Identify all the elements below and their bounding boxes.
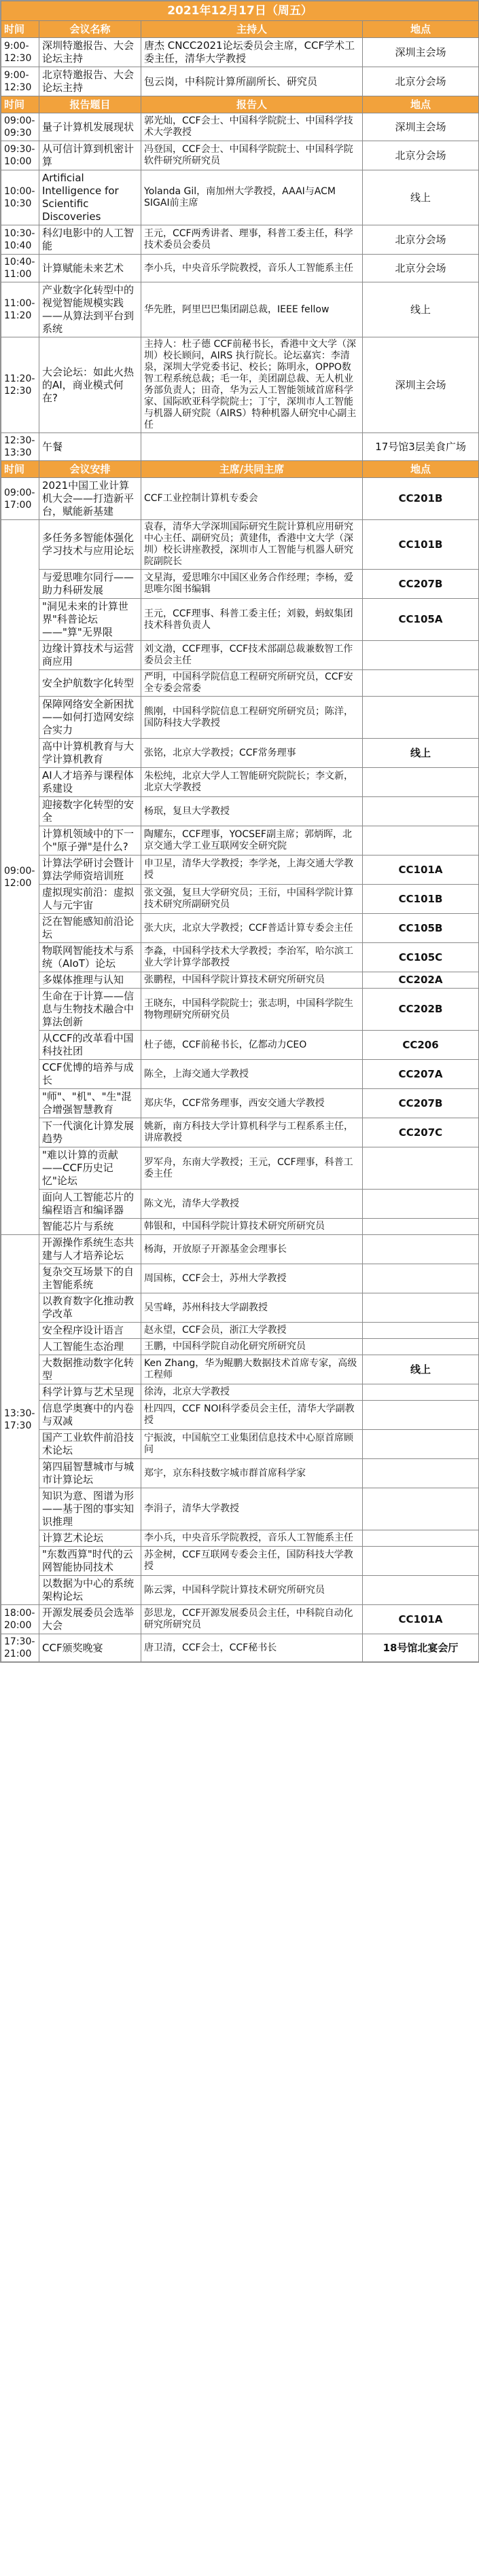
event-chair: 文星海，爱思唯尔中国区业务合作经理；李杨，爱思唯尔图书编辑	[141, 570, 363, 599]
event-chair: 陈文光，清华大学教授	[141, 1190, 363, 1219]
time-cell: 09:00-09:30	[1, 113, 39, 141]
table-row	[1, 1060, 479, 1089]
event-location	[363, 1147, 479, 1190]
event-location: CC105A	[363, 599, 479, 641]
time-cell: 10:00-10:30	[1, 170, 39, 225]
time-cell: 18:00-20:00	[1, 1605, 39, 1634]
event-name: 大数据推动数字化转型	[39, 1355, 141, 1384]
event-location: CC101B	[363, 885, 479, 914]
time-cell: 9:00-12:30	[1, 67, 39, 96]
event-chair: 王元，CCF理事、科普工委主任；刘毅，蚂蚁集团技术科普负责人	[141, 599, 363, 641]
event-chair: Ken Zhang，华为鲲鹏大数据技术首席专家，高级工程师	[141, 1355, 363, 1384]
report-location: 17号馆3层美食广场	[363, 433, 479, 461]
event-chair: 袁春，清华大学深圳国际研究生院计算机应用研究中心主任、副研究员；黄建伟，香港中文大学（深圳）校长讲座教授，深圳市人工智能与机器人研究院副院长	[141, 520, 363, 570]
event-name: 开源发展委员会选举大会	[39, 1605, 141, 1634]
event-location	[363, 1576, 479, 1605]
table-row	[1, 570, 479, 599]
table-row	[1, 1339, 479, 1355]
table-row	[1, 739, 479, 768]
section1-header	[1, 21, 479, 38]
table-row	[1, 599, 479, 641]
event-chair: 陈云霁，中国科学院计算技术研究所研究员	[141, 1576, 363, 1605]
event-chair: 王鹏，中国科学院自动化研究所研究员	[141, 1339, 363, 1355]
event-location: CC105B	[363, 914, 479, 943]
event-chair: 申卫星，清华大学教授；李学尧，上海交通大学教授	[141, 855, 363, 885]
table-row	[1, 225, 479, 255]
event-name: 多媒体推理与认知	[39, 972, 141, 989]
table-row	[1, 989, 479, 1031]
time-cell: 10:40-11:00	[1, 255, 39, 282]
time-cell: 17:30-21:00	[1, 1634, 39, 1662]
schedule-table	[1, 1, 479, 1662]
time-cell: 11:00-11:20	[1, 282, 39, 337]
table-row	[1, 282, 479, 337]
report-topic: 大会论坛：如此火热的AI，商业模式何在?	[39, 337, 141, 433]
table-row	[1, 1089, 479, 1118]
event-chair: CCF工业控制计算机专委会	[141, 478, 363, 520]
event-location	[363, 641, 479, 670]
header-time: 时间	[1, 461, 39, 478]
event-name: 与爱思唯尔同行——助力科研发展	[39, 570, 141, 599]
table-row	[1, 885, 479, 914]
header-arrangement: 会议安排	[39, 461, 141, 478]
report-speaker: 冯登国，CCF会士、中国科学院院士、中国科学院软件研究所研究员	[141, 141, 363, 170]
event-name: 计算机领域中的下一个"原子弹"是什么?	[39, 826, 141, 855]
event-chair: 周国栋，CCF会士，苏州大学教授	[141, 1264, 363, 1293]
event-chair: 朱松纯，北京大学人工智能研究院院长；李文新，北京大学教授	[141, 768, 363, 797]
event-location	[363, 670, 479, 697]
section1-body	[1, 38, 479, 96]
event-name: 迎接数字化转型的安全	[39, 797, 141, 826]
event-chair: 宁振波，中国航空工业集团信息技术中心原首席顾问	[141, 1430, 363, 1459]
header-time: 时间	[1, 21, 39, 38]
event-location	[363, 1530, 479, 1547]
time-cell: 09:30-10:00	[1, 141, 39, 170]
event-name: 人工智能生态治理	[39, 1339, 141, 1355]
table-row	[1, 255, 479, 282]
time-cell: 10:30-10:40	[1, 225, 39, 255]
table-row	[1, 972, 479, 989]
table-row	[1, 1235, 479, 1264]
event-chair: 杨珉，复旦大学教授	[141, 797, 363, 826]
event-location	[363, 1219, 479, 1235]
event-location: CC101A	[363, 1605, 479, 1634]
event-chair: 赵永望，CCF会员，浙江大学教授	[141, 1323, 363, 1339]
table-row	[1, 67, 479, 96]
event-chair: 李涓子，清华大学教授	[141, 1488, 363, 1530]
event-chair: 杜四四，CCF NOI科学委员会主任，清华大学副教授	[141, 1401, 363, 1430]
event-chair: 唐卫清，CCF会士，CCF秘书长	[141, 1634, 363, 1662]
table-row	[1, 641, 479, 670]
event-name: 知识为意、图谱为形——基于图的事实知识推理	[39, 1488, 141, 1530]
report-location: 北京分会场	[363, 255, 479, 282]
report-location: 北京分会场	[363, 225, 479, 255]
table-row	[1, 797, 479, 826]
event-name: 复杂交互场景下的自主智能系统	[39, 1264, 141, 1293]
table-row	[1, 1384, 479, 1401]
event-name: 智能芯片与系统	[39, 1219, 141, 1235]
event-name: "东数西算"时代的云网智能协同技术	[39, 1547, 141, 1576]
event-location: CC207B	[363, 1089, 479, 1118]
event-location: CC207B	[363, 570, 479, 599]
table-row	[1, 914, 479, 943]
event-name: 第四届智慧城市与城市计算论坛	[39, 1459, 141, 1488]
header-time: 时间	[1, 96, 39, 113]
event-name: 多任务多智能体强化学习技术与应用论坛	[39, 520, 141, 570]
event-location	[363, 797, 479, 826]
table-row	[1, 1293, 479, 1323]
session-name: 深圳特邀报告、大会论坛主持	[39, 38, 141, 67]
event-chair: 严明，中国科学院信息工程研究所研究员，CCF安全专委会常委	[141, 670, 363, 697]
event-location: 线上	[363, 1355, 479, 1384]
date-title-row	[1, 1, 479, 21]
session-host: 唐杰 CNCC2021论坛委员会主席，CCF学术工委主任，清华大学教授	[141, 38, 363, 67]
event-location: CC202A	[363, 972, 479, 989]
event-chair: 姚新，南方科技大学计算机科学与工程系系主任，讲席教授	[141, 1118, 363, 1147]
table-row	[1, 1401, 479, 1430]
event-chair: 张鹏程，中国科学院计算技术研究所研究员	[141, 972, 363, 989]
event-location	[363, 1190, 479, 1219]
time-cell: 12:30-13:30	[1, 433, 39, 461]
time-cell: 09:00-12:00	[1, 520, 39, 1235]
report-speaker: 王元，CCF两秀讲者、理事，科普工委主任，科学技术委员会委员	[141, 225, 363, 255]
report-speaker: 主持人：杜子德 CCF前秘书长，香港中文大学（深圳）校长顾问，AIRS 执行院长。论坛嘉宾：李清泉，深圳大学党委书记、校长；陈明永，OPPO数智工程系统总裁；毛一年，美团副总裁、无人机业务部负责人；田奇，华为云人工智能领域首席科学家、国际欧亚科学院院士；丁宁，深圳市人工智能与机器人研究院（AIRS）特种机器人研究中心副主任	[141, 337, 363, 433]
event-chair: 刘文渤，CCF理事，CCF技术部副总裁兼数智工作委员会主任	[141, 641, 363, 670]
report-speaker: 李小兵，中央音乐学院教授，音乐人工智能系主任	[141, 255, 363, 282]
report-speaker: Yolanda Gil，南加州大学教授，AAAI与ACM SIGAI前主席	[141, 170, 363, 225]
header-speaker: 报告人	[141, 96, 363, 113]
event-location	[363, 1264, 479, 1293]
session-name: 北京特邀报告、大会论坛主持	[39, 67, 141, 96]
event-name: 科学计算与艺术呈现	[39, 1384, 141, 1401]
event-location: CC105C	[363, 943, 479, 972]
event-name: 计算法学研讨会暨计算法学师资培训班	[39, 855, 141, 885]
event-location: CC201B	[363, 478, 479, 520]
event-name: 泛在智能感知前沿论坛	[39, 914, 141, 943]
event-location	[363, 1235, 479, 1264]
event-name: 2021中国工业计算机大会——打造新平台，赋能新基建	[39, 478, 141, 520]
event-location	[363, 1323, 479, 1339]
event-name: 安全护航数字化转型	[39, 670, 141, 697]
table-row	[1, 1576, 479, 1605]
table-row	[1, 1547, 479, 1576]
table-row	[1, 113, 479, 141]
table-row	[1, 38, 479, 67]
event-chair: 熊刚，中国科学院信息工程研究所研究员；陈洋，国防科技大学教授	[141, 697, 363, 739]
table-row	[1, 697, 479, 739]
event-chair: 彭思龙，CCF开源发展委员会主任，中科院自动化研究所研究员	[141, 1605, 363, 1634]
table-row	[1, 670, 479, 697]
event-name: 高中计算机教育与大学计算机教育	[39, 739, 141, 768]
section2-body	[1, 113, 479, 461]
event-chair: 陶耀东，CCF理事，YOCSEF副主席；郭炳晖，北京交通大学工业互联网安全研究院	[141, 826, 363, 855]
table-row	[1, 520, 479, 570]
time-cell: 11:20-12:30	[1, 337, 39, 433]
report-topic: 产业数字化转型中的视觉智能规模实践——从算法到平台到系统	[39, 282, 141, 337]
table-row	[1, 1530, 479, 1547]
header-topic: 报告题目	[39, 96, 141, 113]
event-chair: 张大庆，北京大学教授；CCF普适计算专委会主任	[141, 914, 363, 943]
section2-header	[1, 96, 479, 113]
section3-body	[1, 478, 479, 1662]
event-location	[363, 826, 479, 855]
event-chair: 李小兵，中央音乐学院教授，音乐人工智能系主任	[141, 1530, 363, 1547]
event-name: AI人才培养与课程体系建设	[39, 768, 141, 797]
table-row	[1, 1147, 479, 1190]
table-row	[1, 1488, 479, 1530]
event-name: 面向人工智能芯片的编程语言和编译器	[39, 1190, 141, 1219]
event-name: 保障网络安全新困扰——如何打造网安综合实力	[39, 697, 141, 739]
event-location	[363, 1430, 479, 1459]
event-location	[363, 1401, 479, 1430]
report-topic: 从可信计算到机密计算	[39, 141, 141, 170]
header-chair: 主席/共同主席	[141, 461, 363, 478]
report-location: 深圳主会场	[363, 337, 479, 433]
event-chair: 陈全，上海交通大学教授	[141, 1060, 363, 1089]
event-location: CC101A	[363, 855, 479, 885]
event-location	[363, 1293, 479, 1323]
table-row	[1, 337, 479, 433]
session-host: 包云岗，中科院计算所副所长、研究员	[141, 67, 363, 96]
event-chair: 王晓东，中国科学院院士；张志明，中国科学院生物物理研究所研究员	[141, 989, 363, 1031]
report-topic: 计算赋能未来艺术	[39, 255, 141, 282]
event-chair: 张文强，复旦大学研究员；王衍，中国科学院计算技术研究所副研究员	[141, 885, 363, 914]
table-row	[1, 826, 479, 855]
header-location: 地点	[363, 21, 479, 38]
event-name: 边缘计算技术与运营商应用	[39, 641, 141, 670]
event-name: CCF颁奖晚宴	[39, 1634, 141, 1662]
report-topic: 科幻电影中的人工智能	[39, 225, 141, 255]
table-row	[1, 1118, 479, 1147]
event-chair: 张铭，北京大学教授；CCF常务理事	[141, 739, 363, 768]
date-title: 2021年12月17日（周五）	[1, 1, 479, 21]
event-chair: 杨海，开放原子开源基金会理事长	[141, 1235, 363, 1264]
report-speaker: 华先胜，阿里巴巴集团副总裁，IEEE fellow	[141, 282, 363, 337]
event-location: 18号馆北宴会厅	[363, 1634, 479, 1662]
event-name: 信息学奥赛中的内卷与双减	[39, 1401, 141, 1430]
event-location: CC207A	[363, 1060, 479, 1089]
event-name: 从CCF的改革看中国科技社团	[39, 1031, 141, 1060]
event-location	[363, 768, 479, 797]
header-location: 地点	[363, 96, 479, 113]
table-row	[1, 1605, 479, 1634]
table-row	[1, 170, 479, 225]
table-row	[1, 855, 479, 885]
event-chair: 杜子德，CCF前秘书长，亿都动力CEO	[141, 1031, 363, 1060]
report-speaker	[141, 433, 363, 461]
event-name: 开源操作系统生态共建与人才培养论坛	[39, 1235, 141, 1264]
table-row	[1, 1430, 479, 1459]
event-chair: 郑庆华，CCF常务理事，西安交通大学教授	[141, 1089, 363, 1118]
time-cell: 13:30-17:30	[1, 1235, 39, 1605]
event-location: CC207C	[363, 1118, 479, 1147]
table-row	[1, 1264, 479, 1293]
event-location: CC202B	[363, 989, 479, 1031]
event-location	[363, 1547, 479, 1576]
report-location: 深圳主会场	[363, 113, 479, 141]
table-row	[1, 141, 479, 170]
event-name: 虚拟现实前沿：虚拟人与元宇宙	[39, 885, 141, 914]
session-location: 北京分会场	[363, 67, 479, 96]
report-topic: Artificial Intelligence for Scientific Discoveries	[39, 170, 141, 225]
table-row	[1, 1323, 479, 1339]
report-speaker: 郭光灿，CCF会士、中国科学院院士、中国科学技术大学教授	[141, 113, 363, 141]
event-location	[363, 1339, 479, 1355]
report-location: 线上	[363, 170, 479, 225]
event-name: 以数据为中心的系统架构论坛	[39, 1576, 141, 1605]
table-row	[1, 1031, 479, 1060]
time-cell: 09:00-17:00	[1, 478, 39, 520]
section3-header	[1, 461, 479, 478]
event-chair: 郑宇，京东科技数字城市群首席科学家	[141, 1459, 363, 1488]
event-name: 下一代演化计算发展趋势	[39, 1118, 141, 1147]
event-chair: 徐涛，北京大学教授	[141, 1384, 363, 1401]
table-row	[1, 768, 479, 797]
event-chair: 苏金树，CCF互联网专委会主任，国防科技大学教授	[141, 1547, 363, 1576]
event-name: 国产工业软件前沿技术论坛	[39, 1430, 141, 1459]
event-name: 物联网智能技术与系统（AIoT）论坛	[39, 943, 141, 972]
report-location: 线上	[363, 282, 479, 337]
event-location: 线上	[363, 739, 479, 768]
table-row	[1, 1355, 479, 1384]
table-row	[1, 1634, 479, 1662]
event-name: 安全程序设计语言	[39, 1323, 141, 1339]
event-name: "洞见未来的计算世界"科普论坛——"算"无界限	[39, 599, 141, 641]
header-name: 会议名称	[39, 21, 141, 38]
event-location	[363, 1488, 479, 1530]
event-name: 计算艺术论坛	[39, 1530, 141, 1547]
event-location	[363, 1459, 479, 1488]
event-chair: 韩银和，中国科学院计算技术研究所研究员	[141, 1219, 363, 1235]
table-row	[1, 433, 479, 461]
event-name: "师"、"机"、"生"混合增强智慧教育	[39, 1089, 141, 1118]
event-location	[363, 697, 479, 739]
table-row	[1, 1219, 479, 1235]
event-name: 以教育数字化推动教学改革	[39, 1293, 141, 1323]
event-name: "难以计算的贡献——CCF历史记忆"论坛	[39, 1147, 141, 1190]
table-row	[1, 478, 479, 520]
time-cell: 9:00-12:30	[1, 38, 39, 67]
event-chair: 吴雪峰，苏州科技大学副教授	[141, 1293, 363, 1323]
table-row	[1, 943, 479, 972]
event-location: CC101B	[363, 520, 479, 570]
event-name: CCF优博的培养与成长	[39, 1060, 141, 1089]
report-topic: 量子计算机发展现状	[39, 113, 141, 141]
report-topic: 午餐	[39, 433, 141, 461]
header-location: 地点	[363, 461, 479, 478]
event-name: 生命在于计算——信息与生物技术融合中算法创新	[39, 989, 141, 1031]
table-row	[1, 1190, 479, 1219]
event-chair: 罗军舟，东南大学教授；王元，CCF理事，科普工委主任	[141, 1147, 363, 1190]
report-location: 北京分会场	[363, 141, 479, 170]
table-row	[1, 1459, 479, 1488]
event-chair: 李淼，中国科学技术大学教授；李治军，哈尔滨工业大学计算学部教授	[141, 943, 363, 972]
session-location: 深圳主会场	[363, 38, 479, 67]
header-host: 主持人	[141, 21, 363, 38]
event-location	[363, 1384, 479, 1401]
event-location: CC206	[363, 1031, 479, 1060]
